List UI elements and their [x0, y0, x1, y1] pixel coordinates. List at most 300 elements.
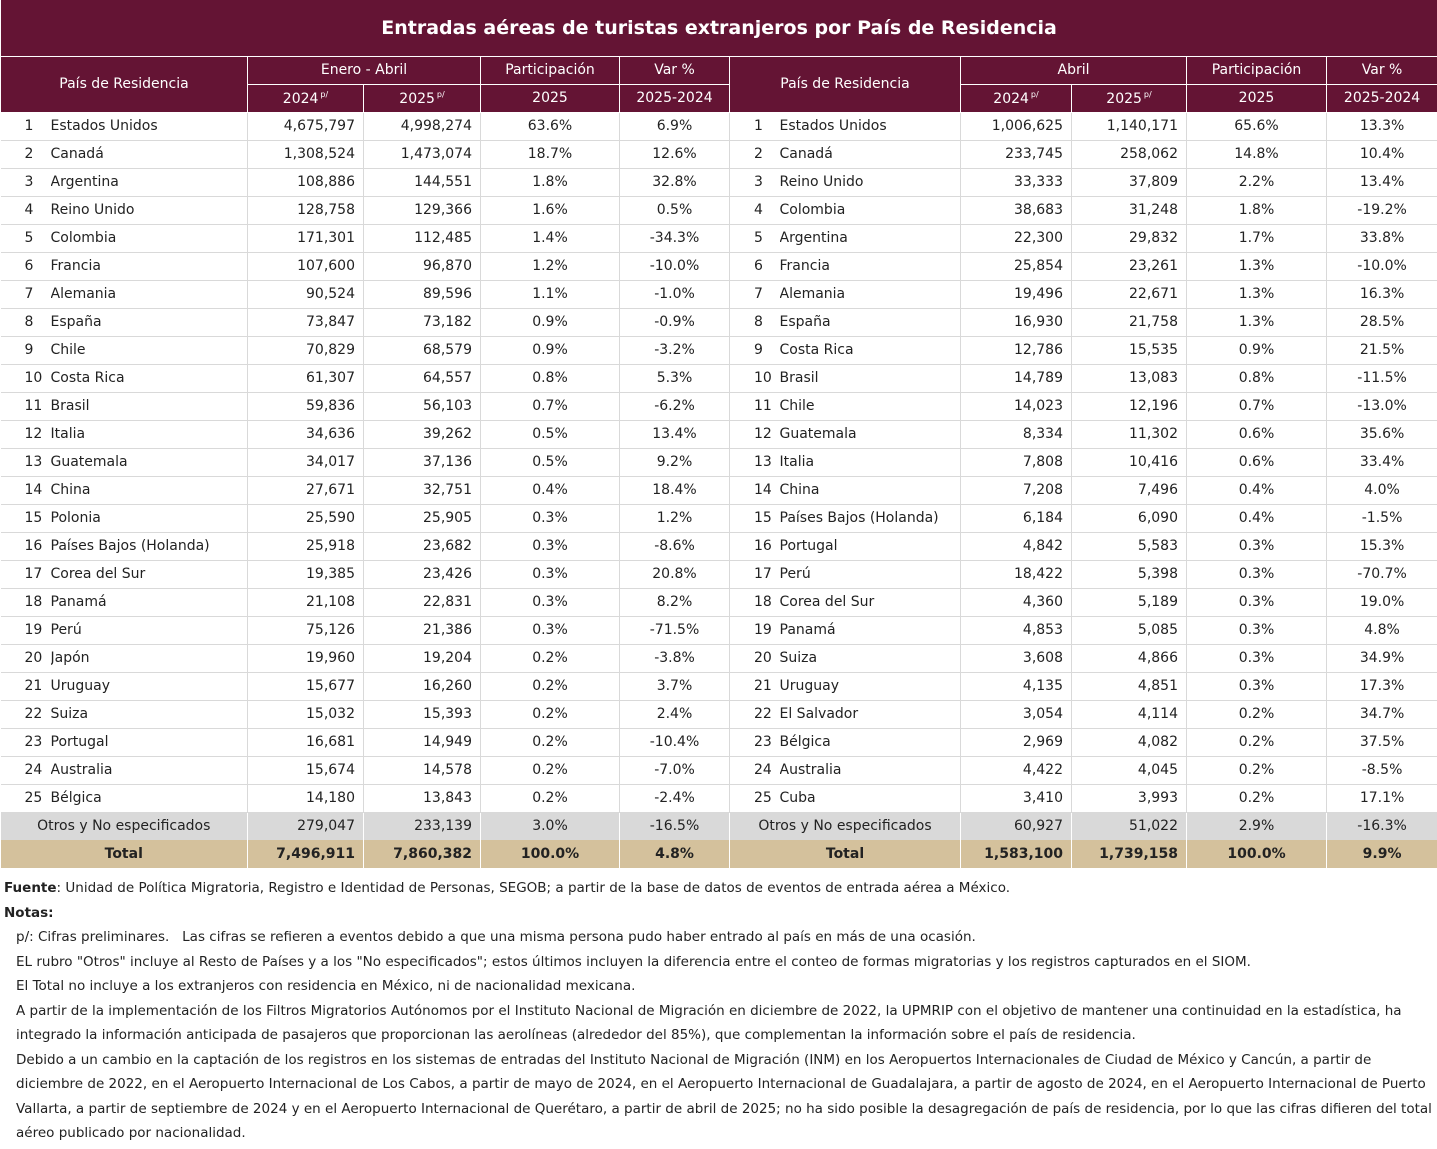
table-row	[1, 112, 1437, 140]
prelim-mark: p/	[1143, 89, 1152, 99]
table-row	[1, 588, 1437, 616]
left-country-cell: China	[51, 476, 248, 504]
table-title: Entradas aéreas de turistas extranjeros por País de Residencia	[1, 0, 1437, 56]
right-value-2024-cell: 1,006,625	[961, 112, 1072, 140]
prelim-mark: p/	[320, 89, 329, 99]
otros-label-left: Otros y No especificados	[1, 812, 248, 840]
right-var-cell: -8.5%	[1327, 756, 1437, 784]
table-row	[1, 196, 1437, 224]
left-value-2025-cell: 68,579	[364, 336, 481, 364]
left-value-2024-cell: 61,307	[248, 364, 364, 392]
left-value-2024-cell: 128,758	[248, 196, 364, 224]
table-row	[1, 280, 1437, 308]
left-value-2025-cell: 14,949	[364, 728, 481, 756]
right-value-2024-cell: 3,054	[961, 700, 1072, 728]
left-value-2024-cell: 73,847	[248, 308, 364, 336]
right-country-cell: Portugal	[780, 532, 961, 560]
left-value-2025-cell: 64,557	[364, 364, 481, 392]
right-value-2025-cell: 6,090	[1072, 504, 1187, 532]
left-var-cell: -10.4%	[620, 728, 730, 756]
right-share-cell: 0.2%	[1187, 784, 1327, 812]
right-share-cell: 65.6%	[1187, 112, 1327, 140]
total-left-2025: 7,860,382	[364, 840, 481, 868]
left-country-cell: Chile	[51, 336, 248, 364]
left-value-2025-cell: 112,485	[364, 224, 481, 252]
right-share-cell: 0.3%	[1187, 532, 1327, 560]
table-row	[1, 252, 1437, 280]
header-year-2024-right	[961, 84, 1072, 112]
left-country-cell: Panamá	[51, 588, 248, 616]
right-value-2025-cell: 1,140,171	[1072, 112, 1187, 140]
right-rank-cell: 12	[730, 420, 780, 448]
right-var-cell: 33.4%	[1327, 448, 1437, 476]
left-var-cell: 2.4%	[620, 700, 730, 728]
left-share-cell: 1.1%	[481, 280, 620, 308]
total-left-2024: 7,496,911	[248, 840, 364, 868]
table-row	[1, 784, 1437, 812]
table-row	[1, 644, 1437, 672]
left-var-cell: -71.5%	[620, 616, 730, 644]
table-row	[1, 504, 1437, 532]
left-rank-cell: 23	[1, 728, 51, 756]
left-value-2025-cell: 23,426	[364, 560, 481, 588]
right-share-cell: 0.9%	[1187, 336, 1327, 364]
right-rank-cell: 5	[730, 224, 780, 252]
right-country-cell: Italia	[780, 448, 961, 476]
left-rank-cell: 17	[1, 560, 51, 588]
left-var-cell: 20.8%	[620, 560, 730, 588]
table-row	[1, 672, 1437, 700]
left-value-2025-cell: 13,843	[364, 784, 481, 812]
header-var-years-left: 2025-2024	[620, 84, 730, 112]
note-filtros: A partir de la implementación de los Filtros Migratorios Autónomos por el Instituto Nacional de Migración en diciembre de 2022, la UPMRIP con el objetivo de mantener una continuidad en la estadística, ha integrado la información anticipada de pasajeros que proporcionan las aerolíneas (alrededor del 85%), que complementan la información sobre el país de residencia.	[16, 1002, 1402, 1043]
right-value-2025-cell: 4,851	[1072, 672, 1187, 700]
source-line	[4, 876, 1433, 901]
left-value-2024-cell: 171,301	[248, 224, 364, 252]
right-var-cell: 16.3%	[1327, 280, 1437, 308]
right-var-cell: -70.7%	[1327, 560, 1437, 588]
left-share-cell: 0.3%	[481, 532, 620, 560]
left-value-2024-cell: 70,829	[248, 336, 364, 364]
left-share-cell: 1.4%	[481, 224, 620, 252]
left-share-cell: 0.9%	[481, 336, 620, 364]
right-country-cell: Francia	[780, 252, 961, 280]
left-rank-cell: 20	[1, 644, 51, 672]
left-country-cell: Alemania	[51, 280, 248, 308]
left-value-2024-cell: 90,524	[248, 280, 364, 308]
left-value-2024-cell: 19,960	[248, 644, 364, 672]
table-row	[1, 616, 1437, 644]
left-value-2024-cell: 15,032	[248, 700, 364, 728]
left-country-cell: Colombia	[51, 224, 248, 252]
left-country-cell: Brasil	[51, 392, 248, 420]
left-rank-cell: 19	[1, 616, 51, 644]
right-rank-cell: 1	[730, 112, 780, 140]
right-rank-cell: 8	[730, 308, 780, 336]
right-share-cell: 14.8%	[1187, 140, 1327, 168]
header-share-right: Participación	[1187, 56, 1327, 84]
left-country-cell: Italia	[51, 420, 248, 448]
year-label: 2025	[1106, 90, 1142, 107]
header-var-right: Var %	[1327, 56, 1437, 84]
right-value-2024-cell: 16,930	[961, 308, 1072, 336]
left-rank-cell: 7	[1, 280, 51, 308]
right-value-2025-cell: 21,758	[1072, 308, 1187, 336]
right-value-2025-cell: 4,866	[1072, 644, 1187, 672]
left-rank-cell: 15	[1, 504, 51, 532]
total-right-2024: 1,583,100	[961, 840, 1072, 868]
right-var-cell: 37.5%	[1327, 728, 1437, 756]
right-country-cell: Chile	[780, 392, 961, 420]
left-var-cell: 8.2%	[620, 588, 730, 616]
left-country-cell: Japón	[51, 644, 248, 672]
note-otros: EL rubro "Otros" incluye al Resto de Países y a los "No especificados"; estos últimos incluyen la diferencia entre el conteo de formas migratorias y los registros capturados en el SIOM.	[16, 953, 1251, 970]
left-country-cell: Polonia	[51, 504, 248, 532]
left-var-cell: 3.7%	[620, 672, 730, 700]
left-country-cell: Costa Rica	[51, 364, 248, 392]
header-year-2024-left	[248, 84, 364, 112]
left-var-cell: -34.3%	[620, 224, 730, 252]
left-value-2025-cell: 56,103	[364, 392, 481, 420]
table-row	[1, 224, 1437, 252]
otros-label-right: Otros y No especificados	[730, 812, 961, 840]
right-value-2024-cell: 38,683	[961, 196, 1072, 224]
right-var-cell: -13.0%	[1327, 392, 1437, 420]
left-rank-cell: 5	[1, 224, 51, 252]
table-row	[1, 448, 1437, 476]
right-value-2025-cell: 37,809	[1072, 168, 1187, 196]
left-share-cell: 0.3%	[481, 588, 620, 616]
right-country-cell: Cuba	[780, 784, 961, 812]
right-var-cell: 33.8%	[1327, 224, 1437, 252]
left-country-cell: Bélgica	[51, 784, 248, 812]
left-country-cell: Reino Unido	[51, 196, 248, 224]
right-var-cell: 21.5%	[1327, 336, 1437, 364]
left-share-cell: 1.8%	[481, 168, 620, 196]
left-value-2025-cell: 1,473,074	[364, 140, 481, 168]
left-var-cell: 9.2%	[620, 448, 730, 476]
right-value-2024-cell: 14,789	[961, 364, 1072, 392]
left-share-cell: 0.2%	[481, 672, 620, 700]
total-label-right: Total	[730, 840, 961, 868]
right-rank-cell: 3	[730, 168, 780, 196]
right-value-2024-cell: 233,745	[961, 140, 1072, 168]
source-text: : Unidad de Política Migratoria, Registro e Identidad de Personas, SEGOB; a partir de la base de datos de eventos de entrada aérea a México.	[56, 880, 1011, 896]
right-rank-cell: 7	[730, 280, 780, 308]
right-value-2024-cell: 3,608	[961, 644, 1072, 672]
otros-row	[1, 812, 1437, 840]
right-var-cell: 17.1%	[1327, 784, 1437, 812]
otros-left-2025: 233,139	[364, 812, 481, 840]
right-country-cell: China	[780, 476, 961, 504]
left-share-cell: 18.7%	[481, 140, 620, 168]
right-value-2025-cell: 4,114	[1072, 700, 1187, 728]
right-country-cell: Reino Unido	[780, 168, 961, 196]
right-var-cell: 10.4%	[1327, 140, 1437, 168]
otros-right-var: -16.3%	[1327, 812, 1437, 840]
header-period-left: Enero - Abril	[248, 56, 481, 84]
left-value-2024-cell: 21,108	[248, 588, 364, 616]
table-row	[1, 308, 1437, 336]
right-value-2024-cell: 4,422	[961, 756, 1072, 784]
left-share-cell: 0.2%	[481, 728, 620, 756]
total-label-left: Total	[1, 840, 248, 868]
left-rank-cell: 18	[1, 588, 51, 616]
right-value-2025-cell: 5,398	[1072, 560, 1187, 588]
right-value-2024-cell: 19,496	[961, 280, 1072, 308]
right-share-cell: 0.2%	[1187, 756, 1327, 784]
right-value-2024-cell: 7,808	[961, 448, 1072, 476]
right-value-2024-cell: 4,135	[961, 672, 1072, 700]
left-country-cell: Corea del Sur	[51, 560, 248, 588]
left-country-cell: Países Bajos (Holanda)	[51, 532, 248, 560]
right-value-2025-cell: 5,583	[1072, 532, 1187, 560]
right-country-cell: Argentina	[780, 224, 961, 252]
right-value-2025-cell: 31,248	[1072, 196, 1187, 224]
total-row	[1, 840, 1437, 868]
header-var-years-right: 2025-2024	[1327, 84, 1437, 112]
right-share-cell: 0.3%	[1187, 588, 1327, 616]
left-value-2025-cell: 39,262	[364, 420, 481, 448]
right-share-cell: 0.7%	[1187, 392, 1327, 420]
right-value-2025-cell: 23,261	[1072, 252, 1187, 280]
table-row	[1, 392, 1437, 420]
right-rank-cell: 23	[730, 728, 780, 756]
otros-right-2025: 51,022	[1072, 812, 1187, 840]
right-country-cell: Países Bajos (Holanda)	[780, 504, 961, 532]
right-rank-cell: 25	[730, 784, 780, 812]
right-rank-cell: 16	[730, 532, 780, 560]
prelim-mark: p/	[436, 89, 445, 99]
left-share-cell: 0.2%	[481, 756, 620, 784]
table-body	[1, 112, 1437, 868]
right-share-cell: 0.4%	[1187, 504, 1327, 532]
left-country-cell: Uruguay	[51, 672, 248, 700]
right-var-cell: 19.0%	[1327, 588, 1437, 616]
left-var-cell: -8.6%	[620, 532, 730, 560]
right-rank-cell: 15	[730, 504, 780, 532]
left-rank-cell: 21	[1, 672, 51, 700]
header-period-right: Abril	[961, 56, 1187, 84]
right-share-cell: 1.3%	[1187, 280, 1327, 308]
table-row	[1, 700, 1437, 728]
right-country-cell: Brasil	[780, 364, 961, 392]
right-var-cell: 34.7%	[1327, 700, 1437, 728]
right-country-cell: Perú	[780, 560, 961, 588]
right-value-2024-cell: 3,410	[961, 784, 1072, 812]
right-rank-cell: 20	[730, 644, 780, 672]
right-country-cell: Guatemala	[780, 420, 961, 448]
right-value-2024-cell: 25,854	[961, 252, 1072, 280]
left-country-cell: Argentina	[51, 168, 248, 196]
notes-title: Notas:	[4, 904, 54, 921]
left-share-cell: 1.6%	[481, 196, 620, 224]
left-value-2025-cell: 15,393	[364, 700, 481, 728]
left-share-cell: 0.5%	[481, 420, 620, 448]
table-row	[1, 560, 1437, 588]
right-value-2025-cell: 5,085	[1072, 616, 1187, 644]
notes-section	[0, 868, 1437, 1146]
left-rank-cell: 24	[1, 756, 51, 784]
right-value-2024-cell: 4,853	[961, 616, 1072, 644]
left-var-cell: 0.5%	[620, 196, 730, 224]
right-share-cell: 0.6%	[1187, 420, 1327, 448]
right-share-cell: 0.4%	[1187, 476, 1327, 504]
left-value-2024-cell: 15,677	[248, 672, 364, 700]
right-rank-cell: 11	[730, 392, 780, 420]
left-value-2025-cell: 37,136	[364, 448, 481, 476]
left-value-2024-cell: 107,600	[248, 252, 364, 280]
right-var-cell: -19.2%	[1327, 196, 1437, 224]
left-var-cell: 13.4%	[620, 420, 730, 448]
right-value-2025-cell: 5,189	[1072, 588, 1187, 616]
left-value-2025-cell: 14,578	[364, 756, 481, 784]
right-share-cell: 1.7%	[1187, 224, 1327, 252]
right-value-2024-cell: 18,422	[961, 560, 1072, 588]
header-share-year-right: 2025	[1187, 84, 1327, 112]
right-share-cell: 0.3%	[1187, 560, 1327, 588]
left-rank-cell: 2	[1, 140, 51, 168]
left-country-cell: Estados Unidos	[51, 112, 248, 140]
right-value-2024-cell: 8,334	[961, 420, 1072, 448]
left-var-cell: 32.8%	[620, 168, 730, 196]
left-var-cell: 5.3%	[620, 364, 730, 392]
year-label: 2024	[993, 90, 1029, 107]
table-row	[1, 168, 1437, 196]
right-rank-cell: 18	[730, 588, 780, 616]
left-rank-cell: 14	[1, 476, 51, 504]
right-var-cell: 4.8%	[1327, 616, 1437, 644]
left-share-cell: 0.8%	[481, 364, 620, 392]
left-rank-cell: 10	[1, 364, 51, 392]
left-share-cell: 0.2%	[481, 784, 620, 812]
otros-left-var: -16.5%	[620, 812, 730, 840]
right-rank-cell: 24	[730, 756, 780, 784]
right-value-2024-cell: 4,360	[961, 588, 1072, 616]
left-value-2024-cell: 75,126	[248, 616, 364, 644]
right-value-2025-cell: 7,496	[1072, 476, 1187, 504]
right-rank-cell: 4	[730, 196, 780, 224]
left-var-cell: -3.8%	[620, 644, 730, 672]
left-var-cell: -10.0%	[620, 252, 730, 280]
right-var-cell: 17.3%	[1327, 672, 1437, 700]
right-country-cell: Uruguay	[780, 672, 961, 700]
table-row	[1, 532, 1437, 560]
left-share-cell: 0.3%	[481, 616, 620, 644]
left-var-cell: 12.6%	[620, 140, 730, 168]
left-value-2025-cell: 22,831	[364, 588, 481, 616]
source-label: Fuente	[4, 880, 57, 896]
right-country-cell: El Salvador	[780, 700, 961, 728]
right-country-cell: Panamá	[780, 616, 961, 644]
right-country-cell: Bélgica	[780, 728, 961, 756]
prelim-mark: p/	[1030, 89, 1039, 99]
left-rank-cell: 22	[1, 700, 51, 728]
header-country-right: País de Residencia	[730, 56, 961, 112]
table-row	[1, 336, 1437, 364]
left-value-2025-cell: 32,751	[364, 476, 481, 504]
table-row	[1, 140, 1437, 168]
right-share-cell: 0.3%	[1187, 644, 1327, 672]
right-rank-cell: 9	[730, 336, 780, 364]
right-country-cell: Estados Unidos	[780, 112, 961, 140]
left-country-cell: Perú	[51, 616, 248, 644]
note-aeropuertos: Debido a un cambio en la captación de los registros en los sistemas de entradas del Instituto Nacional de Migración (INM) en los Aeropuertos Internacionales de Ciudad de México y Cancún, a partir de diciembre de 2022, en el Aeropuerto Internacional de Los Cabos, a partir de mayo de 2024, en el Aeropuerto Internacional de Guadalajara, a partir de agosto de 2024, en el Aeropuerto Internacional de Puerto Vallarta, a partir de septiembre de 2024 y en el Aeropuerto Internacional de Querétaro, a partir de abril de 2025; no ha sido posible la desagregación de país de residencia, por lo que las cifras difieren del total aéreo publicado por nacionalidad.	[16, 1051, 1432, 1141]
left-rank-cell: 12	[1, 420, 51, 448]
left-share-cell: 0.4%	[481, 476, 620, 504]
left-share-cell: 0.2%	[481, 700, 620, 728]
left-var-cell: 18.4%	[620, 476, 730, 504]
table-row	[1, 476, 1437, 504]
left-country-cell: Francia	[51, 252, 248, 280]
left-country-cell: España	[51, 308, 248, 336]
right-value-2024-cell: 4,842	[961, 532, 1072, 560]
right-value-2025-cell: 4,082	[1072, 728, 1187, 756]
right-rank-cell: 21	[730, 672, 780, 700]
left-value-2024-cell: 15,674	[248, 756, 364, 784]
left-share-cell: 1.2%	[481, 252, 620, 280]
right-country-cell: España	[780, 308, 961, 336]
right-rank-cell: 14	[730, 476, 780, 504]
right-value-2025-cell: 11,302	[1072, 420, 1187, 448]
right-var-cell: -11.5%	[1327, 364, 1437, 392]
left-rank-cell: 25	[1, 784, 51, 812]
left-rank-cell: 4	[1, 196, 51, 224]
right-value-2025-cell: 10,416	[1072, 448, 1187, 476]
left-country-cell: Portugal	[51, 728, 248, 756]
right-share-cell: 0.2%	[1187, 700, 1327, 728]
left-value-2024-cell: 1,308,524	[248, 140, 364, 168]
total-right-var: 9.9%	[1327, 840, 1437, 868]
right-share-cell: 0.2%	[1187, 728, 1327, 756]
left-country-cell: Australia	[51, 756, 248, 784]
right-value-2025-cell: 4,045	[1072, 756, 1187, 784]
left-var-cell: -3.2%	[620, 336, 730, 364]
note-prelim	[4, 925, 1433, 950]
left-value-2024-cell: 25,918	[248, 532, 364, 560]
left-share-cell: 63.6%	[481, 112, 620, 140]
left-var-cell: -0.9%	[620, 308, 730, 336]
right-country-cell: Colombia	[780, 196, 961, 224]
left-value-2025-cell: 73,182	[364, 308, 481, 336]
note-prelim-a: p/: Cifras preliminares.	[16, 929, 170, 945]
otros-right-2024: 60,927	[961, 812, 1072, 840]
year-label: 2024	[282, 90, 319, 107]
left-value-2025-cell: 23,682	[364, 532, 481, 560]
left-value-2025-cell: 89,596	[364, 280, 481, 308]
left-var-cell: 1.2%	[620, 504, 730, 532]
left-value-2025-cell: 96,870	[364, 252, 481, 280]
right-share-cell: 1.3%	[1187, 308, 1327, 336]
left-country-cell: Guatemala	[51, 448, 248, 476]
right-rank-cell: 22	[730, 700, 780, 728]
left-var-cell: -1.0%	[620, 280, 730, 308]
left-value-2024-cell: 19,385	[248, 560, 364, 588]
right-value-2025-cell: 15,535	[1072, 336, 1187, 364]
left-var-cell: 6.9%	[620, 112, 730, 140]
left-share-cell: 0.9%	[481, 308, 620, 336]
header-country-left: País de Residencia	[1, 56, 248, 112]
left-value-2025-cell: 25,905	[364, 504, 481, 532]
right-share-cell: 0.3%	[1187, 672, 1327, 700]
table-row	[1, 364, 1437, 392]
right-value-2025-cell: 12,196	[1072, 392, 1187, 420]
right-value-2025-cell: 3,993	[1072, 784, 1187, 812]
header-year-2025-left	[364, 84, 481, 112]
header-var-left: Var %	[620, 56, 730, 84]
right-rank-cell: 13	[730, 448, 780, 476]
left-value-2024-cell: 108,886	[248, 168, 364, 196]
